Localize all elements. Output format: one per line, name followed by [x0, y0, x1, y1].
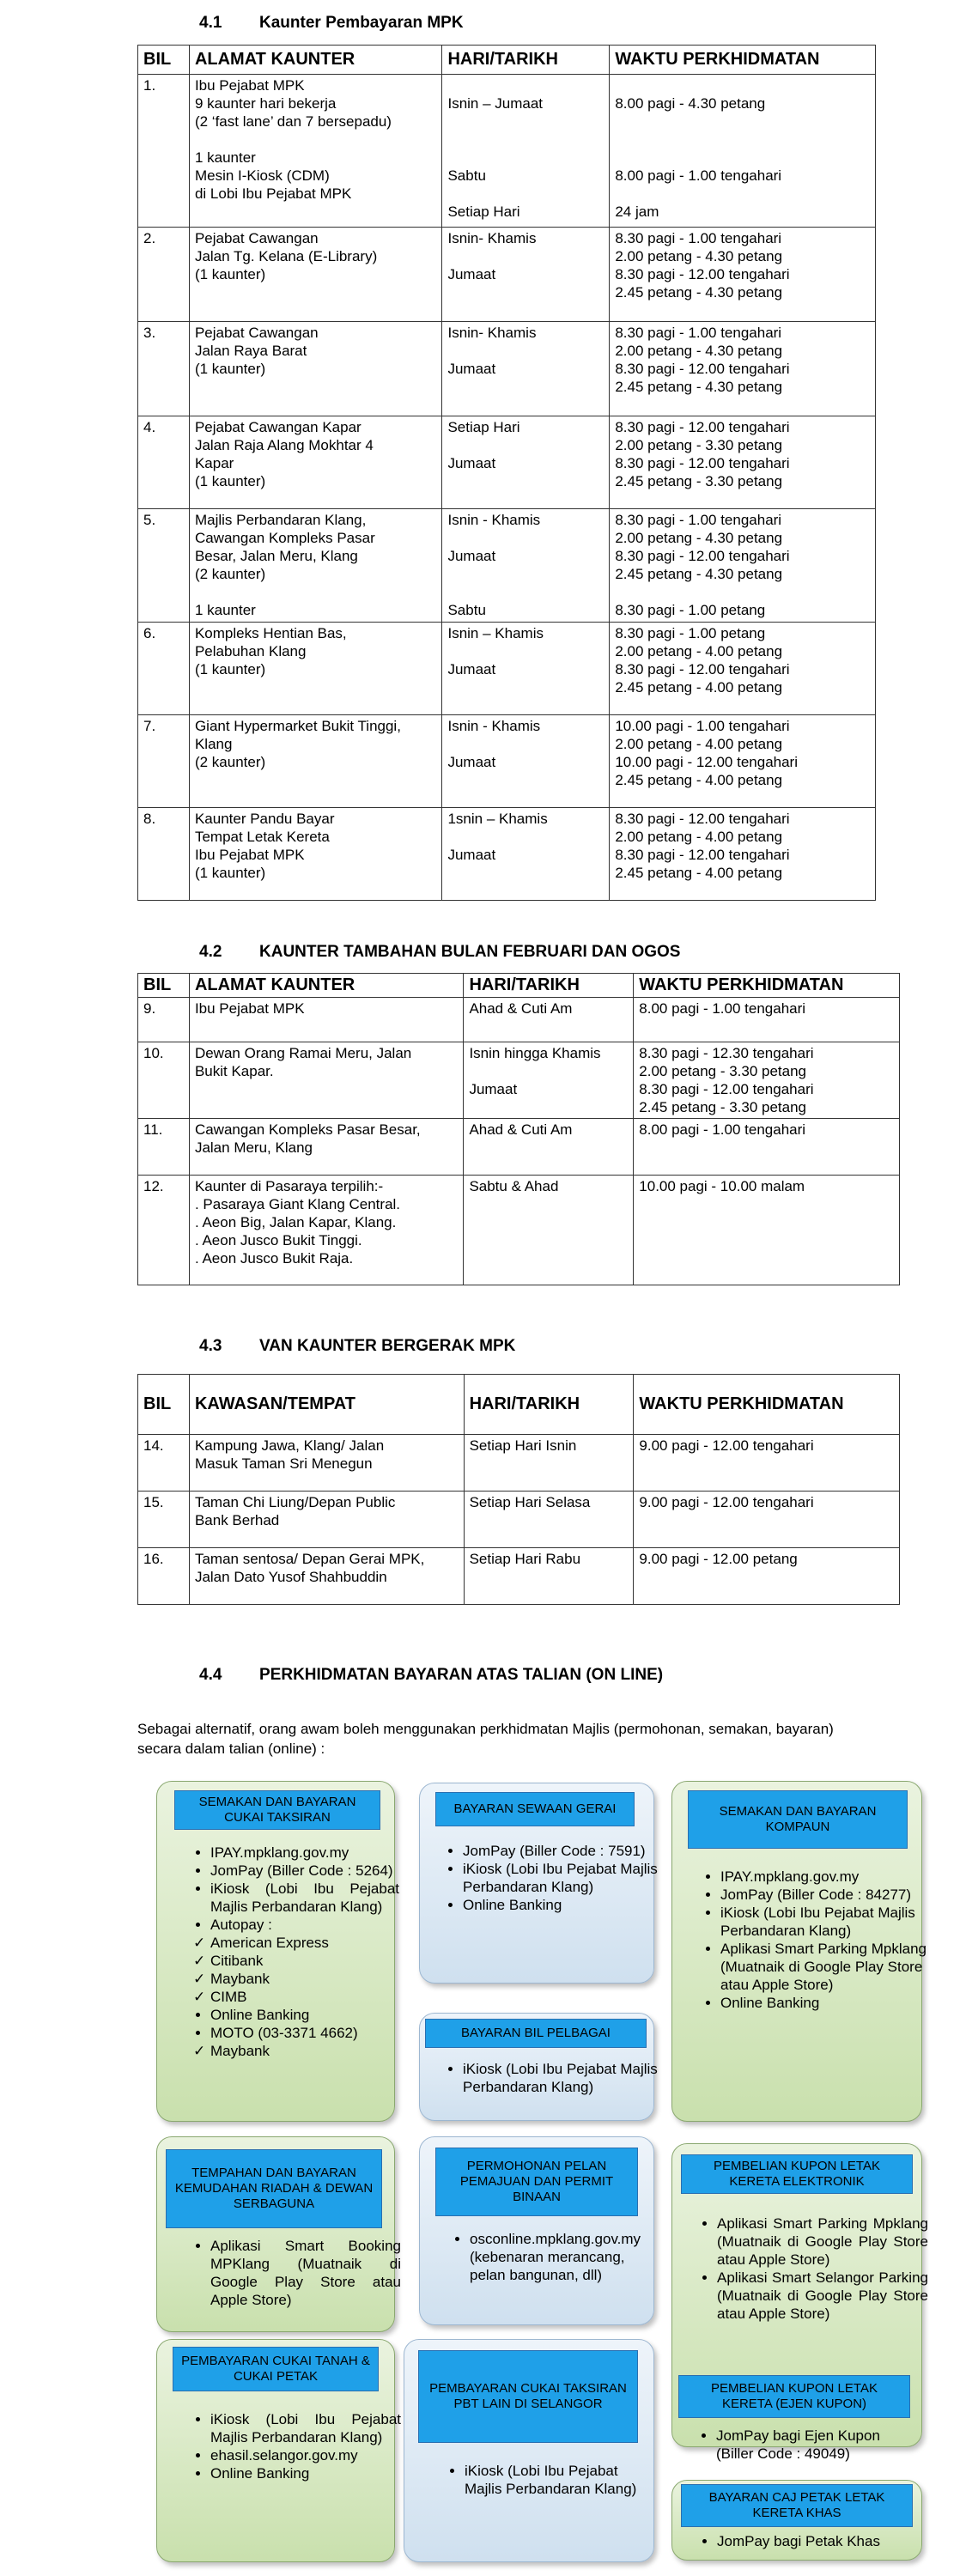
table-row — [138, 75, 876, 228]
box-cukai-pbt-lain — [404, 2339, 654, 2562]
box-title: SEMAKAN DAN BAYARAN CUKAI TAKSIRAN — [174, 1790, 380, 1830]
cell-bil: 15. — [138, 1492, 190, 1548]
box-list — [191, 2410, 401, 2482]
cell-waktu: 8.30 pagi - 1.00 tengahari 2.00 petang - 4.30 petang 8.30 pagi - 12.00 tengahari 2.45 petang - 4.30 petang 8.30 pagi - 1.00 petang — [610, 509, 876, 623]
cell-waktu: 8.30 pagi - 1.00 tengahari 2.00 petang - 4.30 petang 8.30 pagi - 12.00 tengahari 2.45 petang - 4.30 petang — [610, 228, 876, 322]
box-list — [446, 2462, 655, 2498]
box-list — [698, 2532, 928, 2550]
cell-hari: Isnin - Khamis Jumaat — [442, 715, 610, 808]
cell-alamat: Dewan Orang Ramai Meru, Jalan Bukit Kapar. — [189, 1042, 463, 1119]
list-item: • Autopay : — [210, 1916, 399, 1934]
box-pelan-pemajuan — [419, 2136, 654, 2325]
list-item: • JomPay bagi Ejen Kupon (Biller Code : 49049) — [716, 2427, 922, 2463]
kaunter-table — [137, 45, 876, 901]
list-item: • Online Banking — [210, 2006, 399, 2024]
table-row — [138, 416, 876, 509]
section-number: 4.4 — [199, 1666, 222, 1684]
cell-bil: 2. — [138, 228, 190, 322]
table-row — [138, 1435, 900, 1492]
cell-bil: 1. — [138, 75, 190, 228]
cell-waktu: 8.00 pagi - 1.00 tengahari — [634, 998, 900, 1042]
ejen-kupon-list — [697, 2427, 922, 2463]
box-tempahan — [156, 2136, 401, 2332]
check-item: ✓ Maybank — [210, 2042, 399, 2060]
col-header: HARI/TARIKH — [442, 46, 610, 75]
section-4-1-heading — [199, 14, 464, 33]
cell-waktu: 9.00 pagi - 12.00 tengahari — [634, 1492, 900, 1548]
cell-alamat: Giant Hypermarket Bukit Tinggi, Klang (2 kaunter) — [189, 715, 442, 808]
box-sewaan-gerai — [419, 1783, 658, 1984]
col-header: BIL — [138, 46, 190, 75]
cell-alamat: Kaunter Pandu Bayar Tempat Letak Kereta Ibu Pejabat MPK (1 kaunter) — [189, 808, 442, 901]
table-row — [138, 1119, 900, 1176]
cell-bil: 7. — [138, 715, 190, 808]
cell-hari: Isnin- Khamis Jumaat — [442, 228, 610, 322]
list-item: • iKiosk (Lobi Ibu Pejabat Majlis Perbandaran Klang) — [210, 2410, 401, 2446]
list-item: • iKiosk (Lobi Ibu Pejabat Majlis Perbandaran Klang) — [463, 2060, 662, 2096]
cell-alamat: Cawangan Kompleks Pasar Besar, Jalan Meru, Klang — [189, 1119, 463, 1176]
cell-alamat: Kaunter di Pasaraya terpilih:- . Pasaraya Giant Klang Central. . Aeon Big, Jalan Kapar, Klang. . Aeon Jusco Bukit Tinggi. . Aeon Jusco Bukit Raja. — [189, 1176, 463, 1285]
table-row — [138, 509, 876, 623]
list-item: • Online Banking — [210, 2464, 401, 2482]
cell-bil: 16. — [138, 1548, 190, 1605]
check-item: ✓ Maybank — [210, 1970, 399, 1988]
cell-bil: 14. — [138, 1435, 190, 1492]
box-cukai-taksiran — [156, 1781, 399, 2122]
list-item: • iKiosk (Lobi Ibu Pejabat Majlis Perbandaran Klang) — [463, 1860, 662, 1896]
cell-waktu: 8.30 pagi - 1.00 petang 2.00 petang - 4.00 petang 8.30 pagi - 12.00 tengahari 2.45 petang - 4.00 petang — [610, 623, 876, 715]
cell-bil: 5. — [138, 509, 190, 623]
cell-hari: 1snin – Khamis Jumaat — [442, 808, 610, 901]
cell-bil: 11. — [138, 1119, 190, 1176]
box-title: BAYARAN CAJ PETAK LETAK KERETA KHAS — [681, 2484, 913, 2527]
cell-alamat: Kompleks Hentian Bas, Pelabuhan Klang (1 kaunter) — [189, 623, 442, 715]
box-kompaun — [671, 1781, 927, 2122]
col-header: KAWASAN/TEMPAT — [189, 1375, 464, 1435]
col-header: BIL — [138, 974, 190, 998]
section-title: Kaunter Pembayaran MPK — [259, 14, 464, 32]
ejen-kupon-title: PEMBELIAN KUPON LETAK KERETA (EJEN KUPON) — [678, 2375, 910, 2418]
table-row — [138, 228, 876, 322]
cell-bil: 6. — [138, 623, 190, 715]
cell-bil: 4. — [138, 416, 190, 509]
check-item: ✓ American Express — [210, 1934, 399, 1952]
cell-hari: Isnin – Khamis Jumaat — [442, 623, 610, 715]
table-row — [138, 322, 876, 416]
cell-bil: 10. — [138, 1042, 190, 1119]
list-item: • Aplikasi Smart Booking MPKlang (Muatnaik di Google Play Store atau Apple Store) — [210, 2237, 401, 2309]
cell-alamat: Pejabat Cawangan Kapar Jalan Raja Alang Mokhtar 4 Kapar (1 kaunter) — [189, 416, 442, 509]
col-header: ALAMAT KAUNTER — [189, 46, 442, 75]
van-kaunter-table — [137, 1374, 900, 1605]
box-list — [191, 2237, 401, 2309]
cell-waktu: 10.00 pagi - 1.00 tengahari 2.00 petang - 4.00 petang 10.00 pagi - 12.00 tengahari 2.45 petang - 4.00 petang — [610, 715, 876, 808]
box-list — [191, 1844, 399, 2060]
section-number: 4.1 — [199, 14, 222, 32]
col-header: WAKTU PERKHIDMATAN — [634, 1375, 900, 1435]
box-title: PERMOHONAN PELAN PEMAJUAN DAN PERMIT BINAAN — [435, 2148, 638, 2216]
list-item: • ehasil.selangor.gov.my — [210, 2446, 401, 2464]
cell-alamat: Pejabat Cawangan Jalan Tg. Kelana (E-Library) (1 kaunter) — [189, 228, 442, 322]
cell-alamat: Majlis Perbandaran Klang, Cawangan Kompleks Pasar Besar, Jalan Meru, Klang (2 kaunter) 1 kaunter — [189, 509, 442, 623]
cell-hari: Isnin – Jumaat Sabtu Setiap Hari — [442, 75, 610, 228]
list-item: • JomPay (Biller Code : 84277) — [720, 1886, 927, 1904]
box-title: PEMBELIAN KUPON LETAK KERETA ELEKTRONIK — [681, 2154, 913, 2194]
cell-waktu: 9.00 pagi - 12.00 tengahari — [634, 1435, 900, 1492]
list-item: • IPAY.mpklang.gov.my — [210, 1844, 399, 1862]
list-item: • MOTO (03-3371 4662) — [210, 2024, 399, 2042]
box-bil-pelbagai — [419, 2013, 658, 2121]
cell-alamat: Ibu Pejabat MPK 9 kaunter hari bekerja (2 ‘fast lane’ dan 7 bersepadu) 1 kaunter Mesin I-Kiosk (CDM) di Lobi Ibu Pejabat MPK — [189, 75, 442, 228]
box-title: TEMPAHAN DAN BAYARAN KEMUDAHAN RIADAH & DEWAN SERBAGUNA — [166, 2149, 382, 2228]
cell-hari: Setiap Hari Selasa — [464, 1492, 634, 1548]
cell-bil: 12. — [138, 1176, 190, 1285]
box-list — [698, 2215, 928, 2323]
check-item: ✓ Citibank — [210, 1952, 399, 1970]
list-item: • iKiosk (Lobi Ibu Pejabat Majlis Perbandaran Klang) — [720, 1904, 927, 1940]
section-4-4-heading — [199, 1666, 663, 1685]
cell-alamat: Pejabat Cawangan Jalan Raya Barat (1 kaunter) — [189, 322, 442, 416]
col-header: HARI/TARIKH — [464, 1375, 634, 1435]
col-header: BIL — [138, 1375, 190, 1435]
cell-hari: Setiap Hari Isnin — [464, 1435, 634, 1492]
list-item: • iKiosk (Lobi Ibu Pejabat Majlis Perbandaran Klang) — [465, 2462, 655, 2498]
cell-alamat: Taman Chi Liung/Depan Public Bank Berhad — [189, 1492, 464, 1548]
col-header: HARI/TARIKH — [464, 974, 634, 998]
box-list — [444, 2060, 662, 2096]
list-item: • JomPay bagi Petak Khas — [717, 2532, 928, 2550]
list-item: • Aplikasi Smart Selangor Parking (Muatnaik di Google Play Store atau Apple Store) — [717, 2269, 928, 2323]
cell-hari: Setiap Hari Rabu — [464, 1548, 634, 1605]
cell-waktu: 10.00 pagi - 10.00 malam — [634, 1176, 900, 1285]
table-row — [138, 998, 900, 1042]
table-header-row — [138, 1375, 900, 1435]
section-title: PERKHIDMATAN BAYARAN ATAS TALIAN (ON LINE) — [259, 1666, 664, 1684]
cell-waktu: 8.30 pagi - 12.00 tengahari 2.00 petang - 4.00 petang 8.30 pagi - 12.00 tengahari 2.45 petang - 4.00 petang — [610, 808, 876, 901]
table-row — [138, 1176, 900, 1285]
cell-hari: Ahad & Cuti Am — [464, 998, 634, 1042]
table-row — [138, 808, 876, 901]
col-header: WAKTU PERKHIDMATAN — [634, 974, 900, 998]
list-item: • JomPay (Biller Code : 5264) — [210, 1862, 399, 1880]
col-header: WAKTU PERKHIDMATAN — [610, 46, 876, 75]
list-item: • Online Banking — [720, 1994, 927, 2012]
cell-hari: Isnin - Khamis Jumaat Sabtu — [442, 509, 610, 623]
list-item: • IPAY.mpklang.gov.my — [720, 1868, 927, 1886]
cell-alamat: Taman sentosa/ Depan Gerai MPK, Jalan Dato Yusof Shahbuddin — [189, 1548, 464, 1605]
box-cukai-tanah — [156, 2339, 401, 2562]
list-item: • iKiosk (Lobi Ibu Pejabat Majlis Perbandaran Klang) — [210, 1880, 399, 1916]
list-item: • Aplikasi Smart Parking Mpklang (Muatnaik di Google Play Store atau Apple Store) — [720, 1940, 927, 1994]
list-item: • Aplikasi Smart Parking Mpklang (Muatnaik di Google Play Store atau Apple Store) — [717, 2215, 928, 2269]
section-number: 4.3 — [199, 1337, 222, 1355]
table-row — [138, 623, 876, 715]
cell-bil: 8. — [138, 808, 190, 901]
box-caj-petak-khas — [671, 2480, 922, 2561]
table-row — [138, 715, 876, 808]
table-header-row — [138, 974, 900, 998]
box-title: PEMBAYARAN CUKAI TANAH & CUKAI PETAK — [173, 2347, 379, 2391]
section-4-3-heading — [199, 1337, 515, 1356]
section-number: 4.2 — [199, 943, 222, 961]
box-list — [451, 2230, 660, 2284]
box-title: PEMBAYARAN CUKAI TAKSIRAN PBT LAIN DI SELANGOR — [418, 2350, 638, 2443]
list-item: • JomPay (Biller Code : 7591) — [463, 1842, 662, 1860]
cell-bil: 9. — [138, 998, 190, 1042]
table-row — [138, 1042, 900, 1119]
box-title: BAYARAN SEWAAN GERAI — [435, 1792, 635, 1826]
cell-alamat: Ibu Pejabat MPK — [189, 998, 463, 1042]
cell-waktu: 9.00 pagi - 12.00 petang — [634, 1548, 900, 1605]
cell-hari: Sabtu & Ahad — [464, 1176, 634, 1285]
cell-hari: Ahad & Cuti Am — [464, 1119, 634, 1176]
kaunter-tambahan-table — [137, 973, 900, 1285]
cell-waktu: 8.30 pagi - 12.30 tengahari 2.00 petang - 3.30 petang 8.30 pagi - 12.00 tengahari 2.45 petang - 3.30 petang — [634, 1042, 900, 1119]
table-row — [138, 1492, 900, 1548]
cell-hari: Isnin hingga Khamis Jumaat — [464, 1042, 634, 1119]
cell-waktu: 8.30 pagi - 1.00 tengahari 2.00 petang - 4.30 petang 8.30 pagi - 12.00 tengahari 2.45 petang - 4.30 petang — [610, 322, 876, 416]
section-title: KAUNTER TAMBAHAN BULAN FEBRUARI DAN OGOS — [259, 943, 681, 961]
box-list — [444, 1842, 662, 1914]
box-list — [702, 1868, 927, 2012]
cell-waktu: 8.00 pagi - 1.00 tengahari — [634, 1119, 900, 1176]
box-title: BAYARAN BIL PELBAGAI — [425, 2019, 647, 2048]
cell-alamat: Kampung Jawa, Klang/ Jalan Masuk Taman Sri Menegun — [189, 1435, 464, 1492]
cell-hari: Setiap Hari Jumaat — [442, 416, 610, 509]
list-item: • Online Banking — [463, 1896, 662, 1914]
table-row — [138, 1548, 900, 1605]
cell-waktu: 8.00 pagi - 4.30 petang 8.00 pagi - 1.00 tengahari 24 jam — [610, 75, 876, 228]
cell-bil: 3. — [138, 322, 190, 416]
section-4-2-heading — [199, 943, 680, 962]
check-item: ✓ CIMB — [210, 1988, 399, 2006]
col-header: ALAMAT KAUNTER — [189, 974, 463, 998]
cell-hari: Isnin- Khamis Jumaat — [442, 322, 610, 416]
cell-waktu: 8.30 pagi - 12.00 tengahari 2.00 petang - 3.30 petang 8.30 pagi - 12.00 tengahari 2.45 petang - 3.30 petang — [610, 416, 876, 509]
table-header-row — [138, 46, 876, 75]
box-title: SEMAKAN DAN BAYARAN KOMPAUN — [688, 1790, 908, 1849]
online-intro-text: Sebagai alternatif, orang awam boleh menggunakan perkhidmatan Majlis (permohonan, semakan, bayaran) secara dalam talian (online) : — [137, 1721, 834, 1757]
list-item: • osconline.mpklang.gov.my (kebenaran merancang, pelan bangunan, dll) — [470, 2230, 660, 2284]
section-title: VAN KAUNTER BERGERAK MPK — [259, 1337, 516, 1355]
